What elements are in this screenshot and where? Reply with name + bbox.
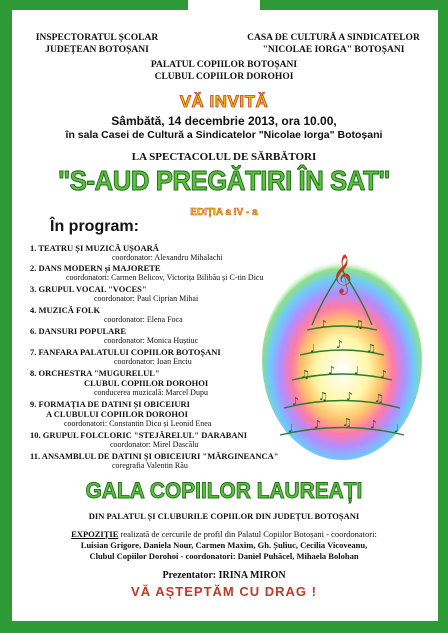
program-item-6 (30, 326, 126, 336)
svg-text:♪: ♪ (370, 418, 378, 431)
event-place: în sala Casei de Cultură a Sindicatelor "Nicolae Iorga" Botoșani (65, 129, 383, 141)
svg-text:♩: ♩ (394, 422, 400, 435)
program-item-11 (30, 451, 279, 461)
svg-text:♫: ♫ (318, 390, 328, 403)
program-item-name: 4. MUZICĂ FOLK (30, 305, 101, 315)
program-item-8-line2: CLUBUL COPIILOR DOROHOI (84, 378, 209, 388)
edition-label: EDIȚIA a IV - a (190, 207, 258, 218)
organizers-line: DIN PALATUL ȘI CLUBURILE COPIILOR DIN JUDEȚUL BOTOȘANI (88, 511, 360, 521)
program-item-3 (30, 284, 147, 294)
program-item-8-detail: conducerea muzicală: Marcel Dupu (94, 388, 208, 397)
program-item-4 (30, 305, 100, 315)
svg-text:♪: ♪ (320, 318, 328, 331)
program-item-9 (30, 399, 190, 409)
program-item-1-detail: coordonator: Alexandru Mihalachi (112, 253, 223, 262)
svg-text:♪: ♪ (292, 395, 300, 408)
svg-text:♫: ♫ (374, 392, 384, 405)
invitation-heading: VĂ INVITĂ (179, 92, 269, 111)
program-item-name: 8. ORCHESTRA "MUGURELUL" (30, 368, 160, 378)
program-item-2 (30, 263, 161, 273)
header-left (22, 32, 172, 56)
treble-clef-icon: 𝄞 (332, 254, 353, 294)
program-item-9-detail: coordonatori: Constantin Dicu și Leonid Enea (64, 419, 212, 428)
program-item-7 (30, 347, 221, 357)
header-left-line2: JUDEȚEAN BOTOȘANI (45, 45, 149, 55)
program-item-10-detail: coordonator: Mirel Dascălu (110, 440, 199, 449)
program-item-name: 3. GRUPUL VOCAL "VOCES" (30, 284, 147, 294)
svg-text:♫: ♫ (366, 342, 376, 355)
svg-text:♩: ♩ (354, 364, 360, 377)
program-item-9-line2: A CLUBULUI COPIILOR DOROHOI (46, 409, 188, 419)
presenter-line: Prezentator: IRINA MIRON (162, 570, 286, 581)
program-item-4-detail: coordonator: Elena Foca (104, 315, 183, 324)
header-right-line2: "NICOLAE IORGA" BOTOȘANI (262, 45, 405, 55)
header-center (0, 59, 448, 83)
event-date: Sâmbătă, 14 decembrie 2013, ora 10.00, (111, 114, 337, 128)
program-item-name: 9. FORMAȚIA DE DATINI ȘI OBICEIURI (30, 399, 190, 409)
show-title: "S-AUD PREGĂTIRI ÎN SAT" (57, 165, 391, 196)
exhibition-line1: realizată de cercurile de profil din Palatul Copiilor Botoșani - coordonatori: (118, 529, 377, 539)
exhibition-block (24, 529, 424, 562)
svg-text:♫: ♫ (342, 416, 352, 429)
svg-text:♫: ♫ (300, 368, 310, 381)
program-item-11-detail: coregrafia Valentin Rău (112, 461, 188, 470)
header-center-line1: PALATUL COPIILOR BOTOȘANI (150, 60, 298, 70)
svg-text:♩: ♩ (310, 342, 316, 355)
program-item-8 (30, 368, 160, 378)
program-item-6-detail: coordonator: Monica Huștiuc (104, 336, 199, 345)
musical-tree-illustration (262, 230, 422, 460)
header-right (236, 32, 431, 56)
svg-text:♫: ♫ (354, 318, 364, 331)
program-item-name: 1. TEATRU ȘI MUZICĂ UȘOARĂ (30, 243, 159, 253)
frame-top (0, 0, 448, 10)
exhibition-line2: Luisian Grigore, Daniela Nour, Carmen Maxim, Gh. Șuliuc, Cecilia Vicoveanu, (80, 540, 368, 550)
program-item-10 (30, 430, 247, 440)
frame-bottom (0, 621, 448, 633)
svg-text:♪: ♪ (314, 418, 322, 431)
program-item-2-detail: coordonatori: Carmen Belicov, Victorița Bilibău și C-tin Dicu (66, 273, 264, 282)
svg-text:♩: ♩ (288, 422, 294, 435)
program-item-name: 10. GRUPUL FOLCLORIC "STEJĂRELUL" DARABANI (30, 430, 248, 440)
closing-line: VĂ AȘTEPTĂM CU DRAG ! (131, 584, 317, 599)
svg-text:♪: ♪ (346, 390, 354, 403)
svg-text:♪: ♪ (328, 364, 336, 377)
header-right-line1: CASA DE CULTURĂ A SINDICATELOR (247, 33, 420, 43)
header-left-line1: INSPECTORATUL ȘCOLAR (35, 33, 159, 43)
program-heading: În program: (50, 218, 139, 235)
program-item-name: 7. FANFARA PALATULUI COPIILOR BOTOȘANI (30, 347, 221, 357)
svg-text:♪: ♪ (380, 368, 388, 381)
header-center-line2: CLUBUL COPIILOR DOROHOI (154, 72, 294, 82)
program-item-name: 11. ANSAMBLUL DE DATINI ȘI OBICEIURI "MĂRGINEANCA" (30, 451, 279, 461)
svg-text:♪: ♪ (336, 338, 344, 351)
program-item-1 (30, 243, 159, 253)
program-item-3-detail: coordonator: Paul Ciprian Mihai (94, 294, 199, 303)
program-item-name: 2. DANS MODERN și MAJORETE (30, 263, 161, 273)
spectacle-intro: LA SPECTACOLUL DE SĂRBĂTORI (131, 151, 317, 163)
program-item-7-detail: coordonator: Ioan Enciu (114, 357, 192, 366)
exhibition-label: EXPOZIȚIE (71, 529, 119, 539)
program-item-name: 6. DANSURI POPULARE (30, 326, 127, 336)
gala-title: GALA COPIILOR LAUREAȚI (85, 478, 363, 503)
exhibition-line3: Clubul Copiilor Dorohoi - coordonatori: Daniel Puhăcel, Mihaela Bolohan (89, 551, 359, 561)
